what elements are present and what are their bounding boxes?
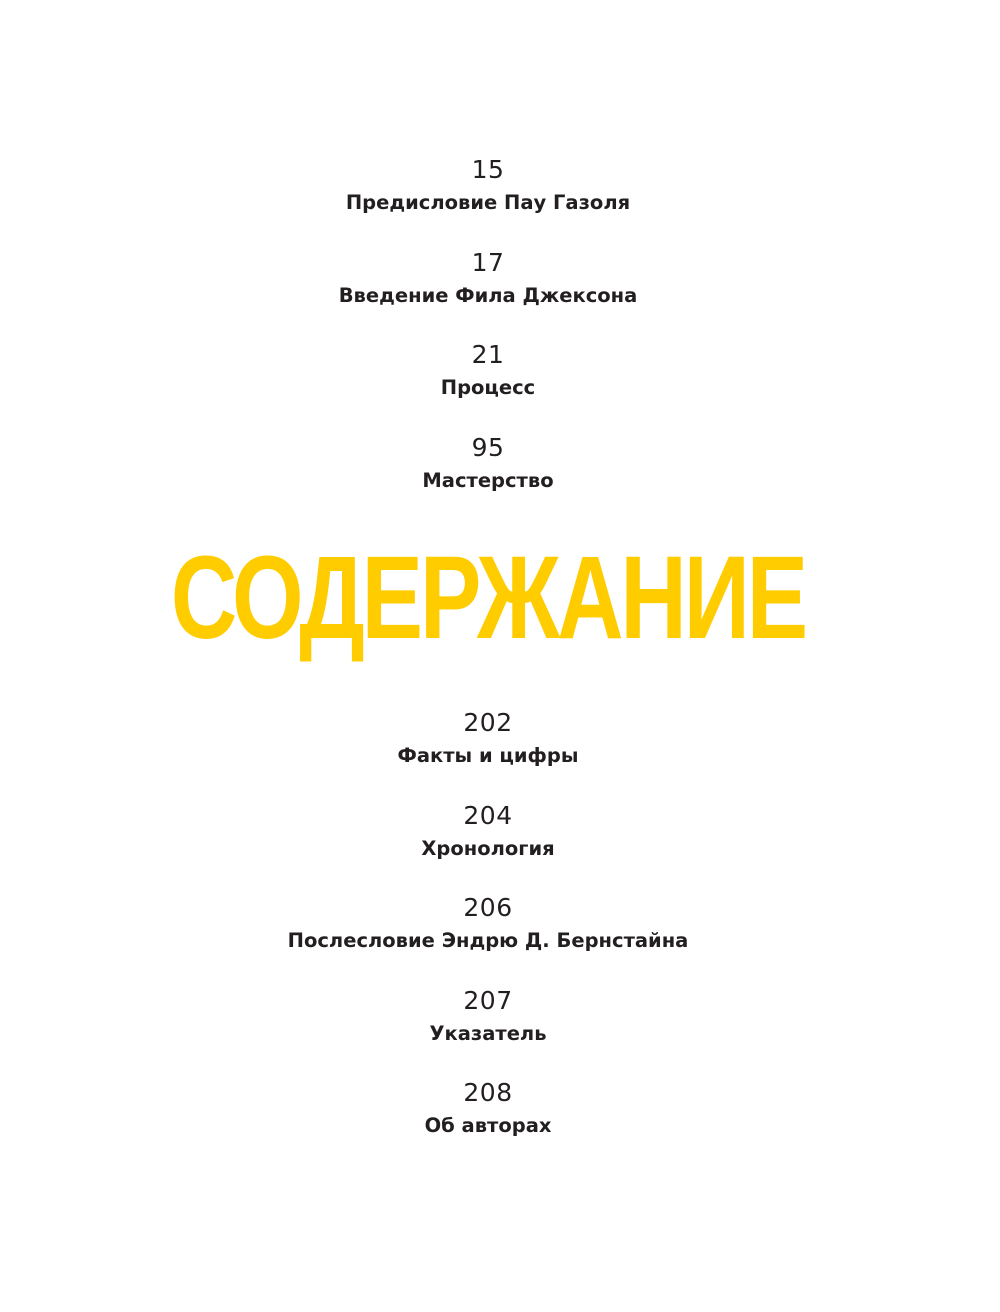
toc-top-group xyxy=(0,150,976,520)
toc-entry-title[interactable]: Мастерство xyxy=(422,468,554,492)
toc-page-number: 204 xyxy=(463,800,513,830)
contents-heading: СОДЕРЖАНИЕ xyxy=(170,532,806,664)
toc-entry-title[interactable]: Об авторах xyxy=(424,1114,552,1137)
toc-entry-title[interactable]: Процесс xyxy=(440,376,536,399)
toc-entry-title[interactable]: Хронология xyxy=(421,836,555,860)
toc-entry-title[interactable]: Введение Фила Джексона xyxy=(338,283,638,307)
toc-entry[interactable] xyxy=(0,428,976,521)
toc-entry[interactable] xyxy=(0,335,976,428)
toc-entry[interactable] xyxy=(0,888,976,981)
toc-entry-title[interactable]: Указатель xyxy=(429,1021,547,1045)
toc-page-number: 206 xyxy=(463,893,513,922)
toc-entry[interactable] xyxy=(0,1073,976,1166)
toc-entry[interactable] xyxy=(0,150,976,243)
toc-entry[interactable] xyxy=(0,981,976,1074)
toc-page-number: 208 xyxy=(463,1078,513,1107)
toc-page-number: 207 xyxy=(463,985,513,1015)
toc-page-number: 202 xyxy=(463,708,513,737)
toc-page-number: 17 xyxy=(471,247,505,277)
toc-entry[interactable] xyxy=(0,796,976,889)
toc-bottom-group xyxy=(0,703,976,1166)
toc-entry-title[interactable]: Послесловие Эндрю Д. Бернстайна xyxy=(287,929,689,952)
toc-page-number: 21 xyxy=(471,340,505,369)
toc-page-number: 15 xyxy=(471,155,505,184)
toc-entry[interactable] xyxy=(0,243,976,336)
toc-page-number: 95 xyxy=(471,432,505,462)
toc-entry-title[interactable]: Факты и цифры xyxy=(397,744,579,767)
toc-entry[interactable] xyxy=(0,703,976,796)
toc-entry-title[interactable]: Предисловие Пау Газоля xyxy=(345,191,631,214)
